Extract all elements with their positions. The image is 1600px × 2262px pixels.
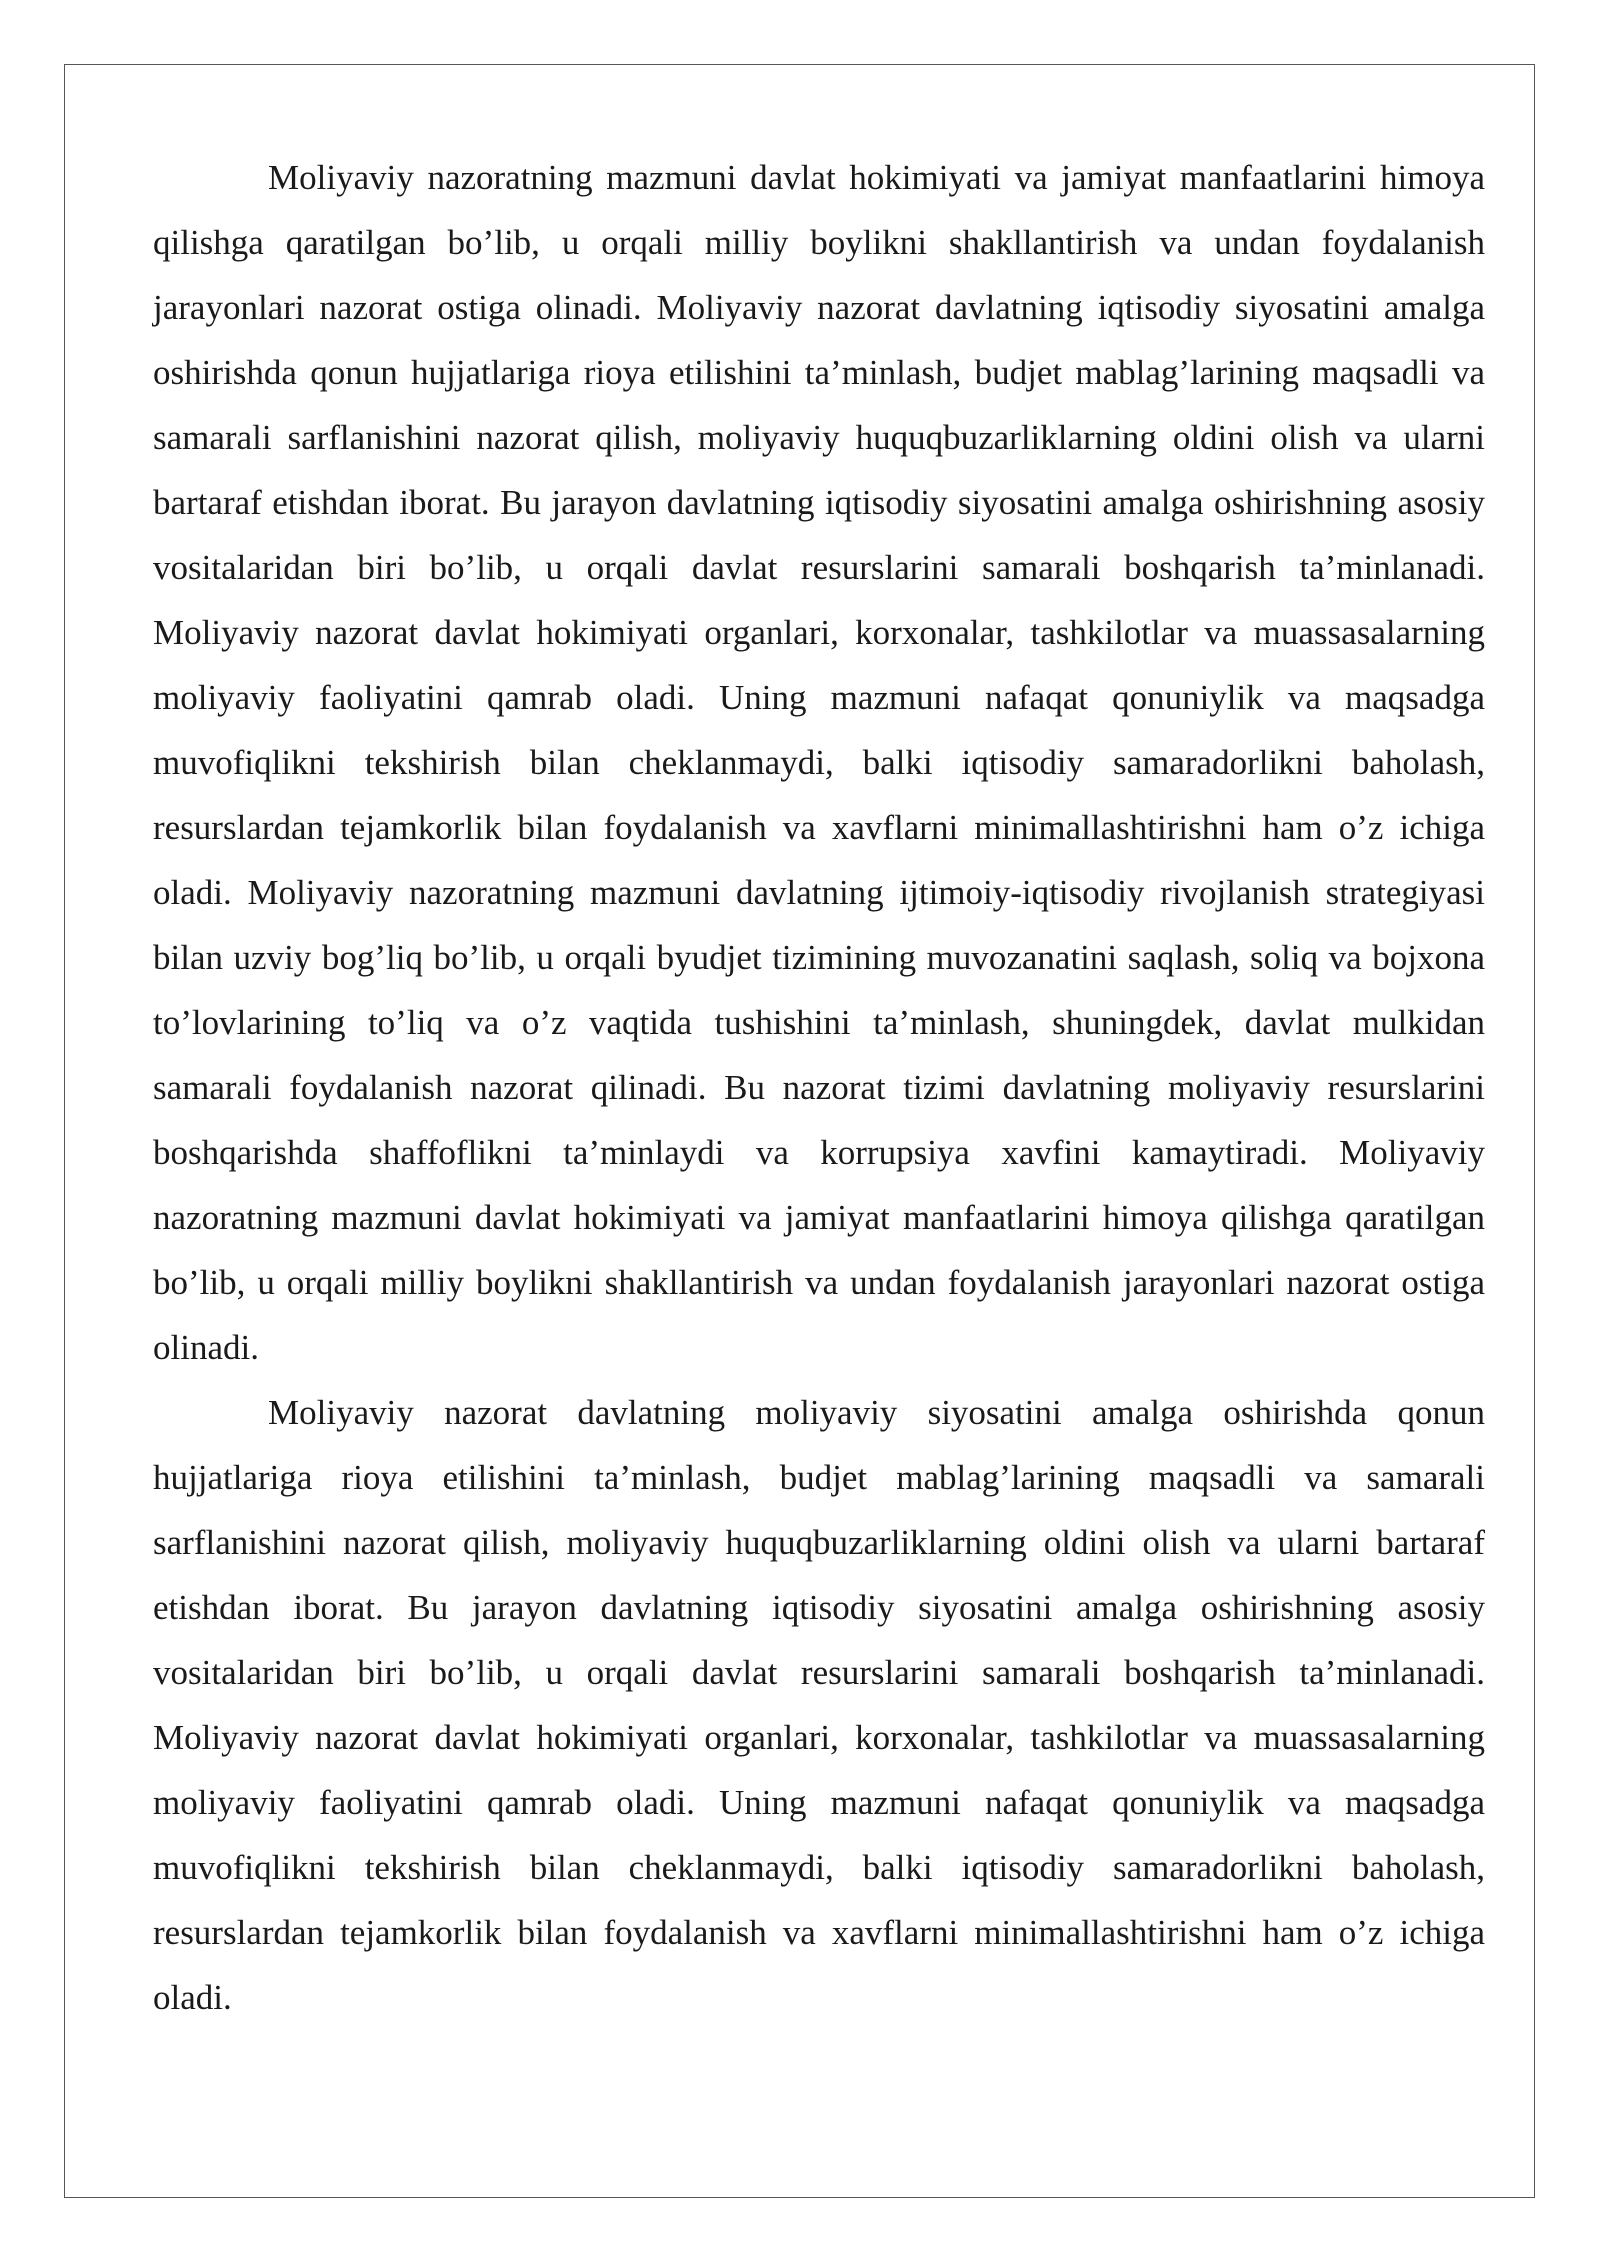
document-body bbox=[153, 145, 1485, 2030]
paragraph-1: Moliyaviy nazoratning mazmuni davlat hokimiyati va jamiyat manfaatlarini himoya qilishga qaratilgan bo’lib, u orqali milliy boylikni shakllantirish va undan foydalanish jarayonlari nazorat ostiga olinadi. Moliyaviy nazorat davlatning iqtisodiy siyosatini amalga oshirishda qonun hujjatlariga rioya etilishini ta’minlash, budjet mablag’larining maqsadli va samarali sarflanishini nazorat qilish, moliyaviy huquqbuzarliklarning oldini olish va ularni bartaraf etishdan iborat. Bu jarayon davlatning iqtisodiy siyosatini amalga oshirishning asosiy vositalaridan biri bo’lib, u orqali davlat resurslarini samarali boshqarish ta’minlanadi. Moliyaviy nazorat davlat hokimiyati organlari, korxonalar, tashkilotlar va muassasalarning moliyaviy faoliyatini qamrab oladi. Uning mazmuni nafaqat qonuniylik va maqsadga muvofiqlikni tekshirish bilan cheklanmaydi, balki iqtisodiy samaradorlikni baholash, resurslardan tejamkorlik bilan foydalanish va xavflarni minimallashtirishni ham o’z ichiga oladi. Moliyaviy nazoratning mazmuni davlatning ijtimoiy-iqtisodiy rivojlanish strategiyasi bilan uzviy bog’liq bo’lib, u orqali byudjet tizimining muvozanatini saqlash, soliq va bojxona to’lovlarining to’liq va o’z vaqtida tushishini ta’minlash, shuningdek, davlat mulkidan samarali foydalanish nazorat qilinadi. Bu nazorat tizimi davlatning moliyaviy resurslarini boshqarishda shaffoflikni ta’minlaydi va korrupsiya xavfini kamaytiradi. Moliyaviy nazoratning mazmuni davlat hokimiyati va jamiyat manfaatlarini himoya qilishga qaratilgan bo’lib, u orqali milliy boylikni shakllantirish va undan foydalanish jarayonlari nazorat ostiga olinadi. bbox=[153, 158, 1485, 1367]
paragraph-2: Moliyaviy nazorat davlatning moliyaviy siyosatini amalga oshirishda qonun hujjatlariga rioya etilishini ta’minlash, budjet mablag’larining maqsadli va samarali sarflanishini nazorat qilish, moliyaviy huquqbuzarliklarning oldini olish va ularni bartaraf etishdan iborat. Bu jarayon davlatning iqtisodiy siyosatini amalga oshirishning asosiy vositalaridan biri bo’lib, u orqali davlat resurslarini samarali boshqarish ta’minlanadi. Moliyaviy nazorat davlat hokimiyati organlari, korxonalar, tashkilotlar va muassasalarning moliyaviy faoliyatini qamrab oladi. Uning mazmuni nafaqat qonuniylik va maqsadga muvofiqlikni tekshirish bilan cheklanmaydi, balki iqtisodiy samaradorlikni baholash, resurslardan tejamkorlik bilan foydalanish va xavflarni minimallashtirishni ham o’z ichiga oladi. bbox=[153, 1393, 1485, 2017]
